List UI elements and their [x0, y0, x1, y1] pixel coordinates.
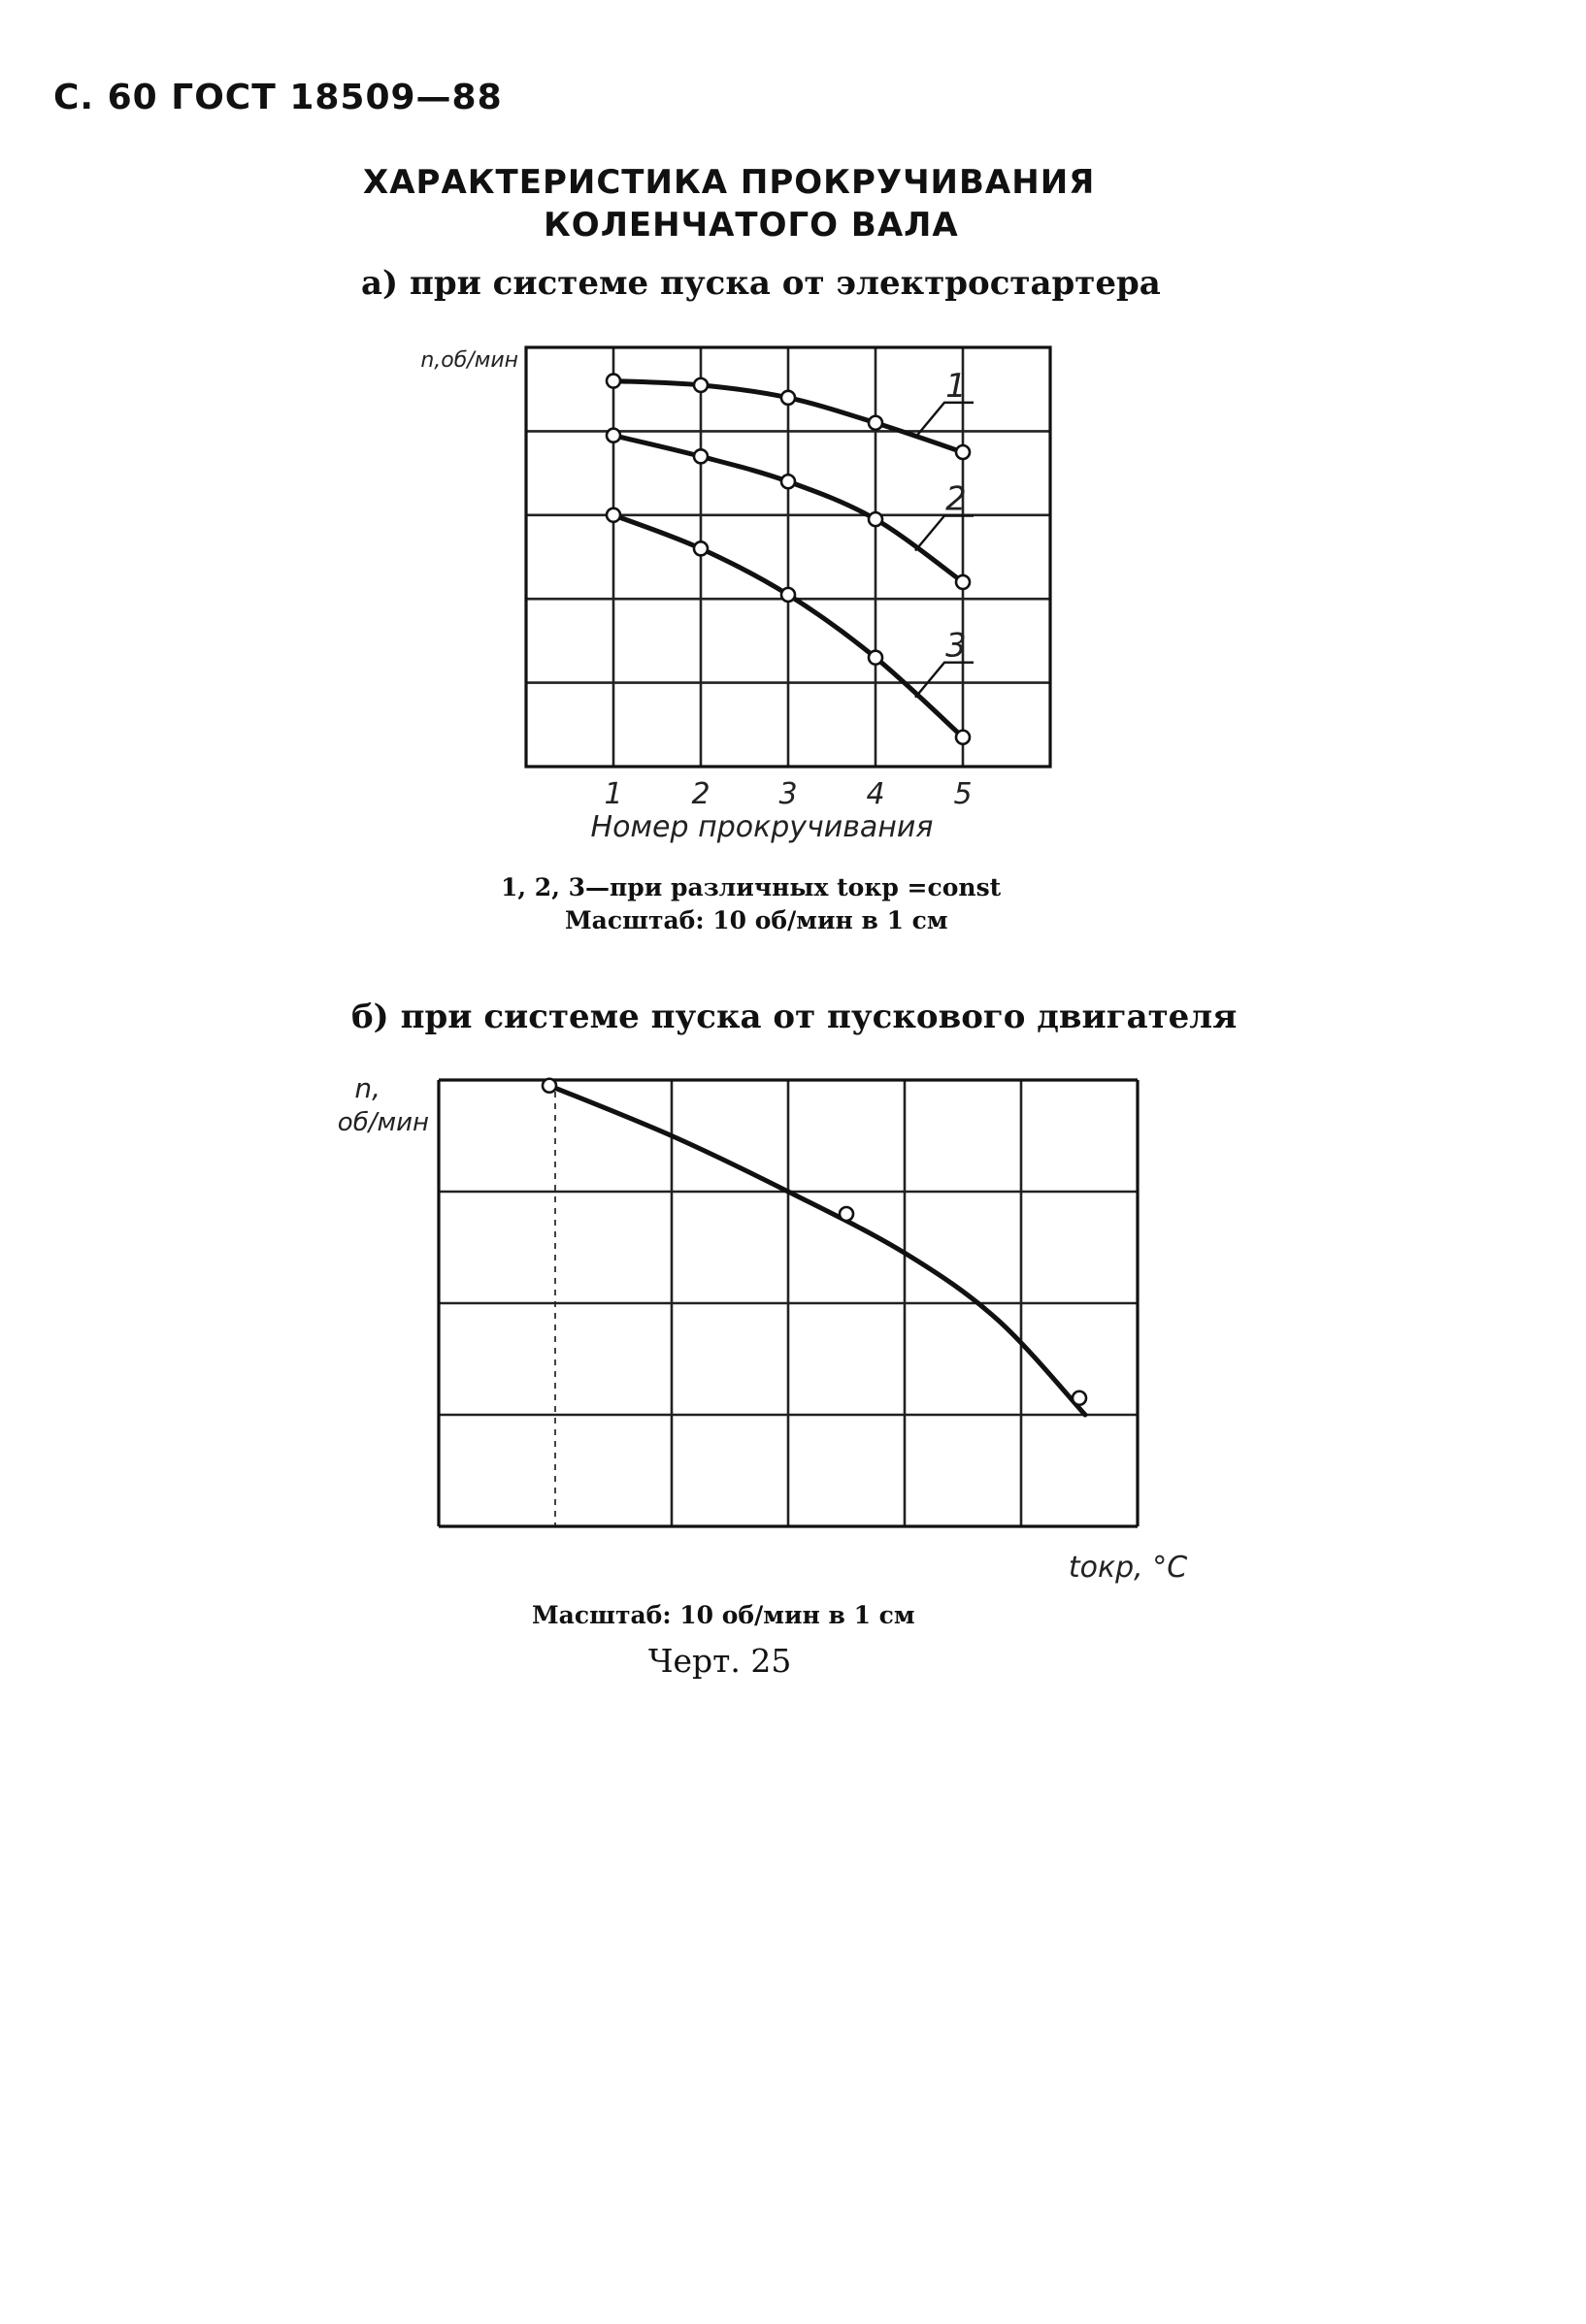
- x-axis-label: tокр, °C: [1068, 1551, 1188, 1585]
- series-line: [549, 1086, 1085, 1415]
- x-axis-label: Номер прокручивания: [590, 810, 934, 844]
- series-label-2: 2: [945, 479, 967, 519]
- x-tick-label: 1: [604, 777, 623, 811]
- x-tick-label: 2: [691, 777, 710, 811]
- data-point: [543, 1079, 556, 1093]
- data-point: [840, 1207, 853, 1221]
- y-axis-label: n,об/мин: [420, 348, 518, 373]
- x-tick-label: 5: [953, 777, 973, 811]
- y-axis-label-line-2: об/мин: [337, 1108, 429, 1137]
- y-axis-label-line-1: n,: [354, 1072, 380, 1104]
- x-tick-label: 3: [778, 777, 798, 811]
- x-tick-label: 4: [866, 777, 885, 811]
- caption-a-scale: Масштаб: 10 об/мин в 1 см: [565, 906, 948, 934]
- figure-label: Черт. 25: [648, 1642, 792, 1680]
- series-label-3: 3: [945, 626, 967, 666]
- caption-a-legend: 1, 2, 3—при различных tокр =const: [501, 873, 1002, 901]
- page-header: С. 60 ГОСТ 18509—88: [53, 78, 503, 117]
- subtitle-chart-b: б) при системе пуска от пускового двигателя: [351, 998, 1238, 1036]
- caption-b-scale: Масштаб: 10 об/мин в 1 см: [532, 1601, 915, 1629]
- subtitle-chart-a: а) при системе пуска от электростартера: [361, 264, 1161, 303]
- series-label-1: 1: [945, 366, 967, 406]
- page-title-line-2: КОЛЕНЧАТОГО ВАЛА: [544, 206, 959, 245]
- page-title-line-1: ХАРАКТЕРИСТИКА ПРОКРУЧИВАНИЯ: [363, 163, 1096, 202]
- data-point: [1073, 1391, 1086, 1405]
